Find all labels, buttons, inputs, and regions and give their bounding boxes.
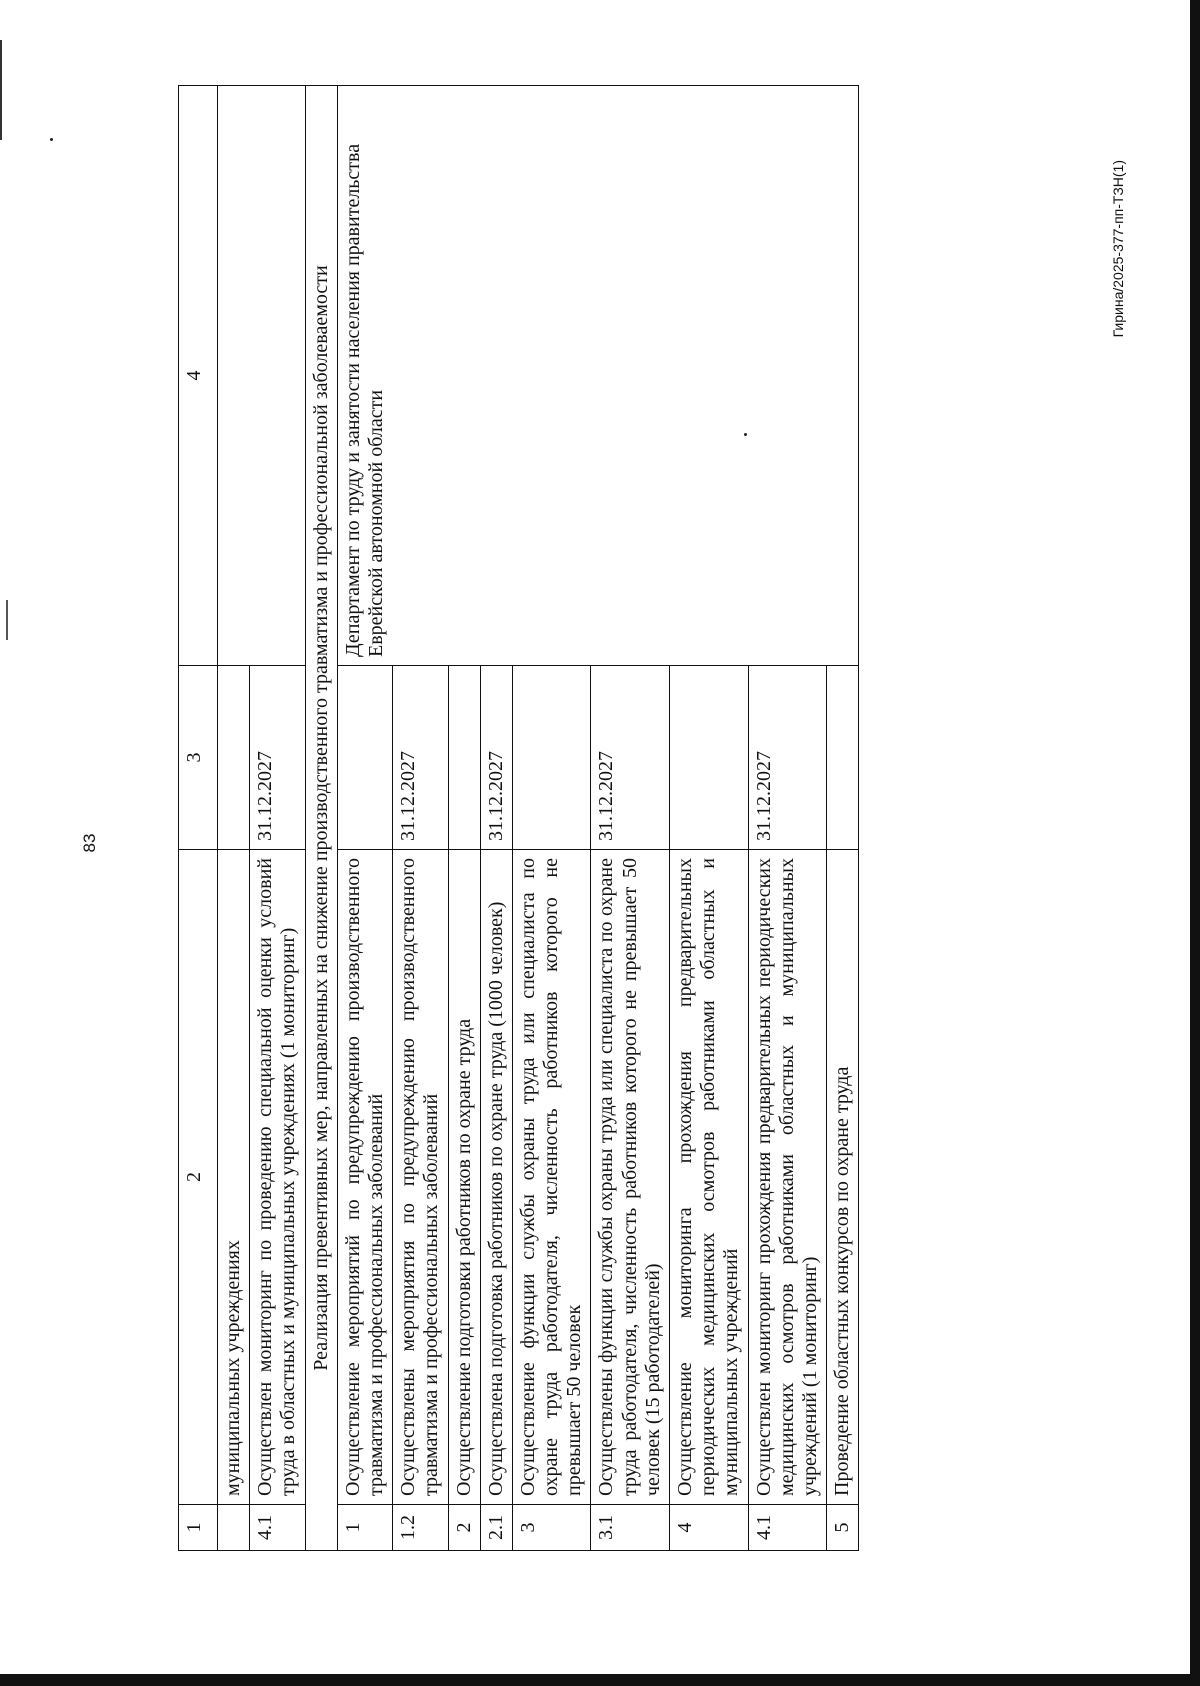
header-col-1: 1 (179, 1505, 218, 1551)
row-date (827, 666, 859, 850)
responsible-department: Департамент по труду и занятости населения правительства Еврейской автономной области (337, 86, 859, 666)
row-date (670, 666, 749, 850)
header-col-2: 2 (179, 850, 218, 1505)
row-date: 31.12.2027 (393, 666, 448, 850)
row-num: 4 (670, 1505, 749, 1551)
row-num: 4.1 (748, 1505, 827, 1551)
row-num: 3.1 (591, 1505, 670, 1551)
row-date: 31.12.2027 (591, 666, 670, 850)
row-date: 31.12.2027 (748, 666, 827, 850)
table-row (218, 86, 250, 1551)
row-date: 31.12.2027 (250, 666, 305, 850)
page-number: 83 (80, 833, 99, 853)
row-num (218, 1505, 250, 1551)
row-date: 31.12.2027 (480, 666, 512, 850)
row-text: Осуществление функции службы охраны труда или специалиста по охране труда работодателя, численность работников которого не превышает 50 человек (512, 850, 591, 1505)
row-text: Осуществлен мониторинг прохождения предварительных периодических медицинских осмотров работниками областных и муниципальных учреждений (1 мониторинг) (748, 850, 827, 1505)
row-text: Осуществлен мониторинг по проведению специальной оценки условий труда в областных и муниципальных учреждениях (1 мониторинг) (250, 850, 305, 1505)
row-num: 1.2 (393, 1505, 448, 1551)
section-title: Реализация превентивных мер, направленных на снижение производственного травматизма и профессиональной заболеваемости (305, 86, 337, 1551)
row-date (337, 666, 392, 850)
document-code: Гирина/2025-377-пп-ТЗН(1) (1110, 160, 1126, 338)
row-responsible-empty (218, 86, 306, 666)
row-date (448, 666, 480, 850)
row-num: 4.1 (250, 1505, 305, 1551)
row-text: Осуществлены мероприятия по предупреждению производственного травматизма и профессиональных заболеваний (393, 850, 448, 1505)
row-text: Осуществление мероприятий по предупреждению производственного травматизма и профессиональных заболеваний (337, 850, 392, 1505)
row-text: Проведение областных конкурсов по охране труда (827, 850, 859, 1505)
table-header-row (179, 86, 218, 1551)
row-date (512, 666, 591, 850)
row-text: Осуществлена подготовка работников по охране труда (1000 человек) (480, 850, 512, 1505)
row-text: Осуществлены функции службы охраны труда или специалиста по охране труда работодателя, численность работников которого не превышает 50 человек (15 работодателей) (591, 850, 670, 1505)
row-num: 1 (337, 1505, 392, 1551)
section-header-row (305, 86, 337, 1551)
header-col-4: 4 (179, 86, 218, 666)
row-num: 5 (827, 1505, 859, 1551)
row-text: Осуществление подготовки работников по охране труда (448, 850, 480, 1505)
row-date (218, 666, 250, 850)
row-num: 2.1 (480, 1505, 512, 1551)
row-num: 3 (512, 1505, 591, 1551)
table-row (337, 86, 392, 1551)
plan-table (178, 85, 859, 1551)
row-text: муниципальных учреждениях (218, 850, 250, 1505)
row-num: 2 (448, 1505, 480, 1551)
header-col-3: 3 (179, 666, 218, 850)
row-text: Осуществление мониторинга прохождения предварительных периодических медицинских осмотров работниками областных и муниципальных учреждений (670, 850, 749, 1505)
